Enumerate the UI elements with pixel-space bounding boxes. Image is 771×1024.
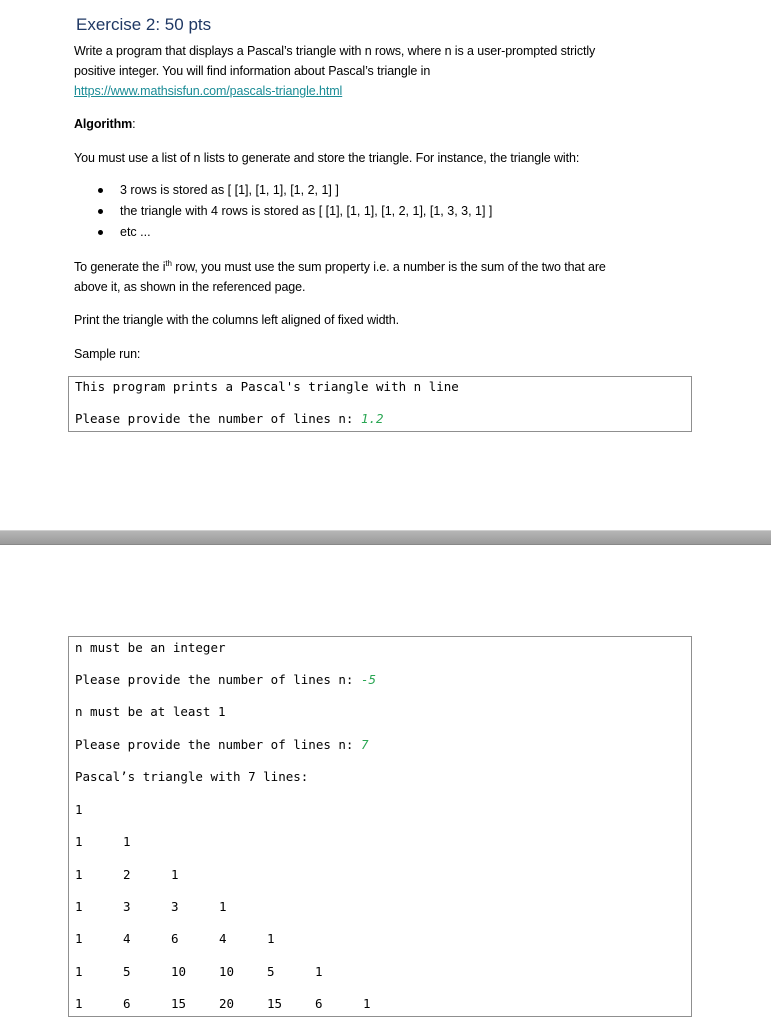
triangle-cell: 1 [75, 866, 83, 882]
console-prompt-line [75, 411, 384, 427]
generate-text-pre: To generate the i [74, 260, 166, 274]
console-prompt: Please provide the number of lines n: [75, 737, 361, 752]
triangle-cell: 3 [123, 898, 131, 914]
triangle-cell: 10 [171, 963, 187, 979]
sample-run-console-1 [68, 376, 692, 432]
triangle-cell: 1 [75, 931, 83, 947]
console-result-header: Pascal’s triangle with 7 lines: [75, 769, 309, 784]
triangle-cell: 1 [315, 963, 323, 979]
sample-run-label: Sample run: [74, 347, 141, 361]
algorithm-heading [74, 114, 136, 134]
generate-superscript: th [165, 258, 172, 268]
generate-line-2: above it, as shown in the referenced page. [74, 280, 306, 294]
console-prompt-line [75, 737, 369, 753]
triangle-cell: 20 [219, 995, 235, 1011]
triangle-cell: 1 [171, 866, 179, 882]
triangle-cell: 1 [75, 802, 83, 817]
generate-paragraph [74, 257, 606, 297]
intro-paragraph [74, 41, 595, 101]
triangle-cell: 6 [171, 931, 179, 947]
pascal-triangle-link[interactable]: https://www.mathsisfun.com/pascals-triangle.html [74, 84, 343, 98]
console-prompt: Please provide the number of lines n: [75, 672, 361, 687]
triangle-cell: 6 [123, 995, 131, 1011]
triangle-cell: 5 [123, 963, 131, 979]
triangle-cell: 15 [171, 995, 187, 1011]
triangle-cell: 4 [123, 931, 131, 947]
triangle-cell: 2 [123, 866, 131, 882]
console-prompt-line [75, 672, 376, 688]
exercise-title: Exercise 2: 50 pts [76, 15, 212, 34]
page-divider [0, 530, 771, 545]
console-error-line: n must be an integer [75, 640, 226, 655]
algorithm-heading-colon: : [132, 117, 136, 131]
triangle-cell: 1 [267, 931, 275, 947]
triangle-cell: 1 [75, 898, 83, 914]
console-user-input: -5 [360, 672, 377, 687]
storage-examples-list [98, 180, 492, 243]
sample-run-console-2 [68, 636, 692, 1017]
triangle-cell: 1 [219, 898, 227, 914]
triangle-cell: 1 [75, 963, 83, 979]
console-prompt: Please provide the number of lines n: [75, 411, 361, 426]
intro-line-2: positive integer. You will find information about Pascal’s triangle in [74, 64, 431, 78]
triangle-cell: 15 [267, 995, 283, 1011]
triangle-cell: 1 [123, 834, 131, 850]
console-program-intro: This program prints a Pascal's triangle with n line [75, 379, 459, 394]
triangle-cell: 1 [75, 995, 83, 1011]
list-intro: You must use a list of n lists to generate and store the triangle. For instance, the triangle with: [74, 151, 580, 165]
triangle-cell: 10 [219, 963, 235, 979]
triangle-cell: 3 [171, 898, 179, 914]
triangle-cell: 6 [315, 995, 323, 1011]
print-note: Print the triangle with the columns left aligned of fixed width. [74, 313, 400, 327]
triangle-cell: 5 [267, 963, 275, 979]
intro-line-1: Write a program that displays a Pascal’s triangle with n rows, where n is a user-prompted strictly [74, 44, 596, 58]
console-user-input: 7 [360, 737, 369, 752]
console-error-line: n must be at least 1 [75, 704, 226, 719]
generate-text-post: row, you must use the sum property i.e. a number is the sum of the two that are [171, 260, 606, 274]
triangle-cell: 1 [75, 834, 83, 850]
list-item: etc ... [98, 222, 492, 243]
algorithm-heading-label: Algorithm [74, 117, 133, 131]
console-user-input: 1.2 [360, 411, 384, 426]
list-item: 3 rows is stored as [ [1], [1, 1], [1, 2, 1] ] [98, 180, 492, 201]
triangle-cell: 4 [219, 931, 227, 947]
list-item: the triangle with 4 rows is stored as [ [1], [1, 1], [1, 2, 1], [1, 3, 3, 1] ] [98, 201, 492, 222]
triangle-cell: 1 [363, 995, 371, 1011]
